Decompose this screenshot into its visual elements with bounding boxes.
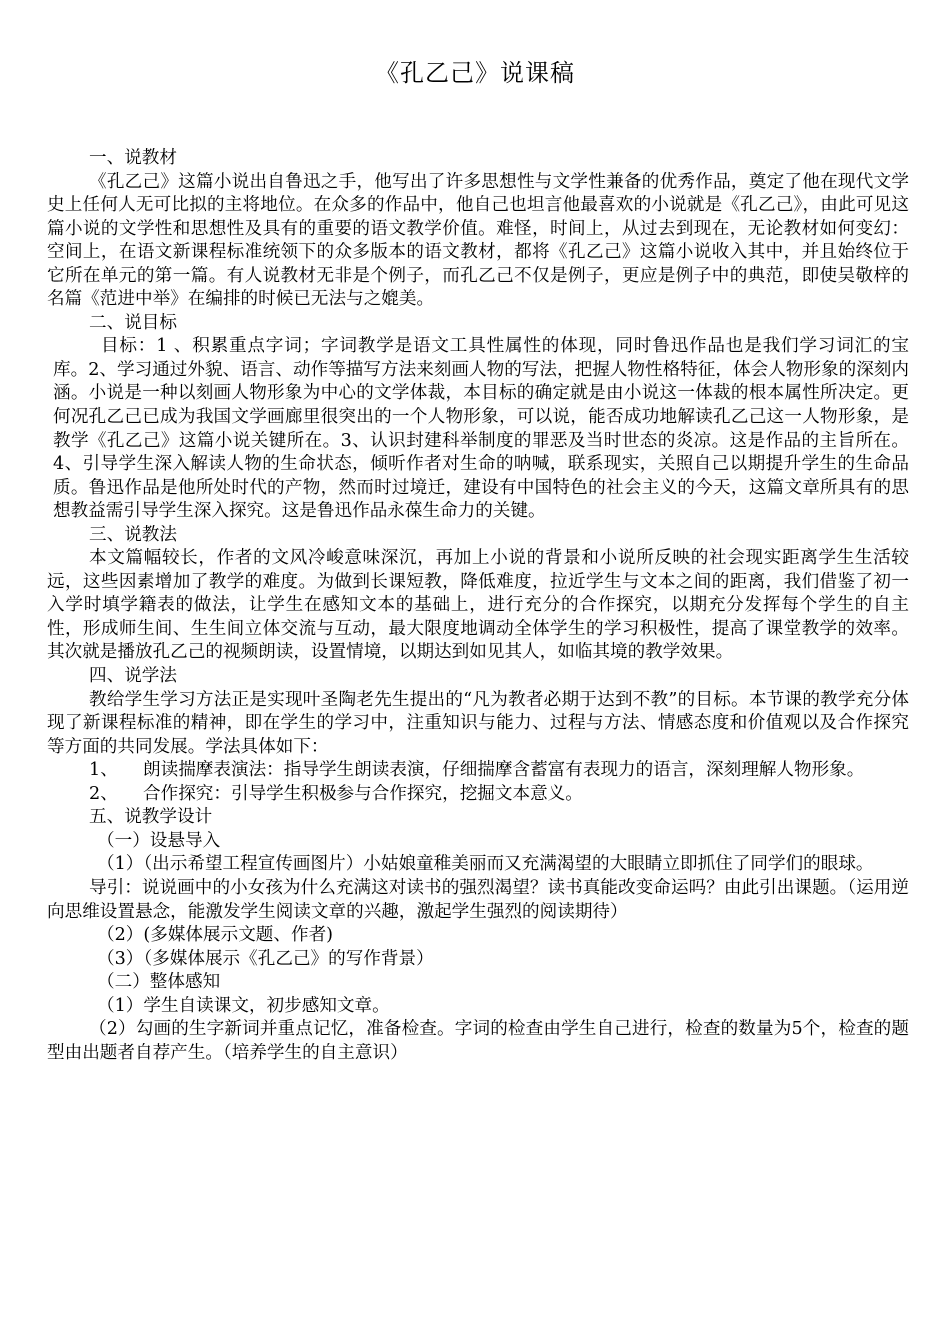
subsection-heading-introduction: （一）设悬导入 bbox=[97, 830, 221, 851]
section-heading-objectives: 二、说目标 bbox=[89, 312, 177, 333]
section-heading-teaching-design: 五、说教学设计 bbox=[89, 807, 213, 828]
document-title: 《孔乙己》说课稿 bbox=[375, 59, 575, 87]
paragraph-design-step: （1）学生自读课文，初步感知文章。 bbox=[97, 995, 390, 1016]
list-item-number: 1、 bbox=[89, 760, 118, 781]
subsection-heading-overall-perception: （二）整体感知 bbox=[97, 972, 221, 993]
paragraph-learning-method: 教给学生学习方法正是实现叶圣陶老先生提出的“凡为教者必期于达到不教”的目标。本节课的教学充分体现了新课程标准的精神，即在学生的学习中，注重知识与能力、过程与方法、情感态度和价值观以及合作探究等方面的共同发展。学法具体如下： bbox=[47, 689, 909, 757]
paragraph-design-step: （2）勾画的生字新词并重点记忆，准备检查。字词的检查由学生自己进行，检查的数量为5个，检查的题型由出题者自荐产生。（培养学生的自主意识） bbox=[47, 1019, 909, 1063]
list-item bbox=[47, 783, 909, 807]
section-heading-teaching-material: 一、说教材 bbox=[89, 148, 177, 168]
section-heading-teaching-method: 三、说教法 bbox=[89, 524, 177, 545]
list-item-number: 2、 bbox=[89, 783, 118, 804]
list-item-text: 合作探究：引导学生积极参与合作探究，挖掘文本意义。 bbox=[143, 783, 583, 804]
paragraph-design-guide: 导引：说说画中的小女孩为什么充满这对读书的强烈渴望？读书真能改变命运吗？由此引出课题。（运用逆向思维设置悬念，能激发学生阅读文章的兴趣，激起学生强烈的阅读期待） bbox=[47, 877, 909, 922]
paragraph-teaching-material: 《孔乙己》这篇小说出自鲁迅之手，他写出了许多思想性与文学性兼备的优秀作品，奠定了他在现代文学史上任何人无可比拟的主将地位。在众多的作品中，他自己也坦言他最喜欢的小说就是《孔乙己》，由此可见这篇小说的文学性和思想性及具有的重要的语文教学价值。难怪，时间上，从过去到现在，无论教材如何变幻：空间上，在语文新课程标准统领下的众多版本的语文教材，都将《孔乙己》这篇小说收入其中，并且始终位于它所在单元的第一篇。有人说教材无非是个例子，而孔乙己不仅是例子，更应是例子中的典范，即使吴敬梓的名篇《范进中举》在编排的时候已无法与之媲美。 bbox=[47, 171, 909, 310]
list-item bbox=[47, 759, 909, 783]
paragraph-design-step: （3）（多媒体展示《孔乙己》的写作背景） bbox=[97, 948, 434, 969]
paragraph-design-step: （1）（出示希望工程宣传画图片）小姑娘童稚美丽而又充满渴望的大眼睛立即抓住了同学们的眼球。 bbox=[97, 854, 874, 875]
paragraph-design-step: （2）(多媒体展示文题、作者) bbox=[97, 925, 334, 946]
paragraph-teaching-method: 本文篇幅较长，作者的文风冷峻意味深沉，再加上小说的背景和小说所反映的社会现实距离学生生活较远，这些因素增加了教学的难度。为做到长课短教，降低难度，拉近学生与文本之间的距离，我们借鉴了初一入学时填学籍表的做法，让学生在感知文本的基础上，进行充分的合作探究，以期充分发挥每个学生的自主性，形成师生间、生生间立体交流与互动，最大限度地调动全体学生的学习积极性，提高了课堂教学的效率。其次就是播放孔乙己的视频朗读，设置情境，以期达到如见其人，如临其境的教学效果。 bbox=[47, 548, 909, 663]
document-body bbox=[47, 147, 909, 1065]
paragraph-objectives: 目标：1 、积累重点字词；字词教学是语文工具性属性的体现，同时鲁迅作品也是我们学习词汇的宝库。2、学习通过外貌、语言、动作等描写方法来刻画人物的写法，把握人物性格特征，体会人物形象的深刻内涵。小说是一种以刻画人物形象为中心的文学体裁，本目标的确定就是由小说这一体裁的根本属性所决定。更何况孔乙己已成为我国文学画廊里很突出的一个人物形象，可以说，能否成功地解读孔乙己这一人物形象，是教学《孔乙己》这篇小说关键所在。3、认识封建科举制度的罪恶及当时世态的炎凉。这是作品的主旨所在。4、引导学生深入解读人物的生命状态，倾听作者对生命的呐喊，联系现实，关照自己以期提升学生的生命品质。鲁迅作品是他所处时代的产物，然而时过境迁，建设有中国特色的社会主义的今天，这篇文章所具有的思想教益需引导学生深入探究。这是鲁迅作品永葆生命力的关键。 bbox=[53, 336, 909, 522]
section-heading-learning-method: 四、说学法 bbox=[89, 666, 177, 687]
list-item-text: 朗读揣摩表演法：指导学生朗读表演，仔细揣摩含蓄富有表现力的语言，深刻理解人物形象。 bbox=[143, 760, 865, 781]
